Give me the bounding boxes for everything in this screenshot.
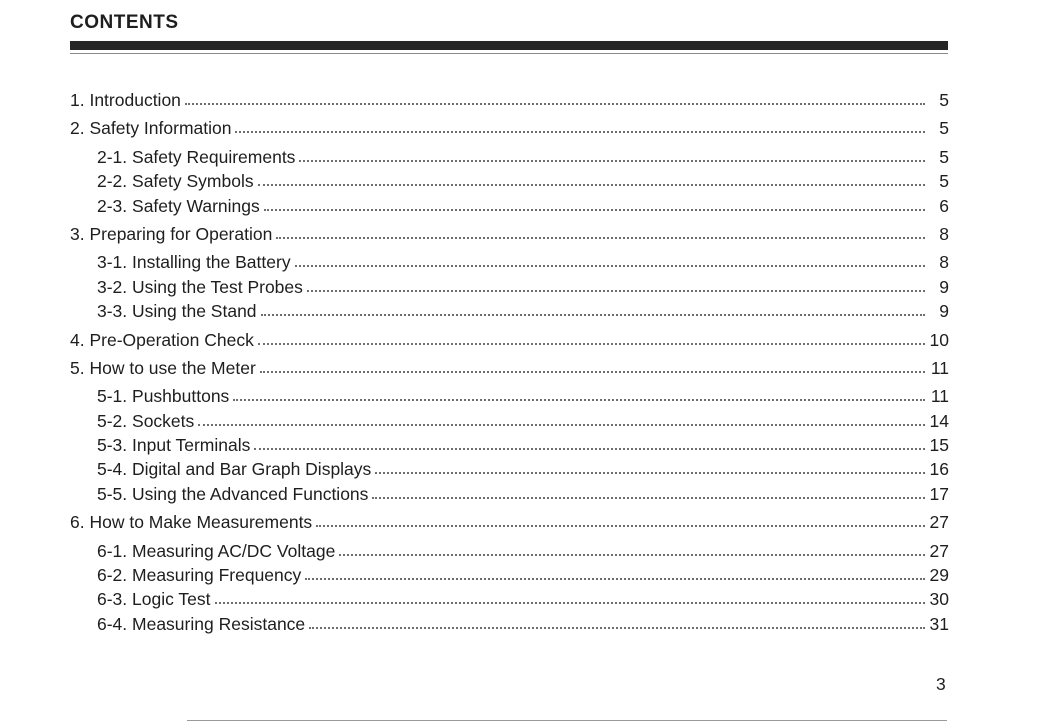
dot-leader [260,370,925,373]
dot-leader [316,524,925,527]
toc-entry-page: 11 [930,357,949,378]
toc-entry-title: 2-3. Safety Warnings [97,195,260,216]
toc-entry-page: 29 [929,565,949,586]
bottom-rule [187,720,947,721]
toc-entry-title: 5-2. Sockets [97,410,195,431]
toc-entry[interactable] [70,563,949,587]
dot-leader [299,159,925,162]
toc-entry[interactable] [70,433,949,457]
dot-leader [261,313,925,316]
dot-leader [198,423,925,426]
toc-entry[interactable] [70,194,949,218]
toc-entry-page: 5 [939,90,949,110]
toc-entry-page: 6 [939,195,949,216]
toc-entry-title: 2-1. Safety Requirements [97,146,296,167]
dot-leader [233,398,925,401]
toc-entry[interactable] [70,328,949,352]
toc-entry-page: 9 [939,276,949,297]
toc-entry-title: 5-1. Pushbuttons [97,386,230,407]
page-number: 3 [936,674,946,694]
toc-entry-title: 6-4. Measuring Resistance [97,613,306,634]
toc-entry-page: 14 [929,410,949,431]
toc-entry-title: 6-3. Logic Test [97,589,211,610]
toc-entry-page: 27 [929,512,949,533]
toc-entry-page: 5 [939,146,949,167]
toc-entry[interactable] [70,275,949,299]
toc-entry[interactable] [70,457,949,481]
dot-leader [258,183,925,186]
toc-entry-page: 31 [929,613,949,634]
toc-entry[interactable] [70,409,949,433]
toc-entry-page: 17 [929,483,949,504]
dot-leader [375,471,925,474]
toc-entry-page: 11 [930,386,949,407]
dot-leader [305,577,925,580]
dot-leader [372,496,925,499]
toc-entry-page: 16 [929,459,949,480]
toc-entry-page: 10 [929,329,949,350]
toc-entry[interactable] [70,539,949,563]
table-of-contents [70,88,949,636]
toc-entry-title: 6-2. Measuring Frequency [97,565,302,586]
toc-entry-title: 3. Preparing for Operation [70,223,273,244]
toc-entry[interactable] [70,169,949,193]
toc-entry[interactable] [70,482,949,506]
toc-entry-title: 5-3. Input Terminals [97,435,251,456]
toc-entry[interactable] [70,222,949,246]
toc-entry[interactable] [70,250,949,274]
toc-entry[interactable] [70,88,949,112]
toc-entry-page: 5 [939,118,949,139]
toc-entry-page: 9 [939,301,949,322]
toc-entry[interactable] [70,510,949,534]
toc-entry-title: 3-3. Using the Stand [97,301,257,322]
toc-entry-page: 27 [929,540,949,561]
toc-entry-title: 6. How to Make Measurements [70,512,313,533]
toc-entry-page: 8 [939,252,949,273]
dot-leader [276,236,925,239]
toc-entry-page: 15 [929,435,949,456]
toc-entry-page: 5 [939,171,949,192]
toc-entry[interactable] [70,587,949,611]
dot-leader [307,289,925,292]
toc-entry-title: 3-2. Using the Test Probes [97,276,303,297]
toc-entry-title: 6-1. Measuring AC/DC Voltage [97,540,336,561]
toc-entry[interactable] [70,384,949,408]
toc-entry[interactable] [70,356,949,380]
dot-leader [235,130,925,133]
toc-entry-title: 5. How to use the Meter [70,357,256,378]
toc-entry[interactable] [70,612,949,636]
dot-leader [295,264,925,267]
dot-leader [264,208,925,211]
toc-entry-title: 2. Safety Information [70,118,232,139]
toc-entry-title: 1. Introduction [70,90,181,110]
dot-leader [339,553,925,556]
dot-leader [185,102,925,105]
heading-rule-thick [70,41,948,50]
dot-leader [254,447,925,450]
toc-entry-page: 8 [939,223,949,244]
page-title: CONTENTS [70,12,179,33]
dot-leader [258,342,925,345]
toc-entry[interactable] [70,116,949,140]
toc-entry-page: 30 [929,589,949,610]
heading-rule-thin [70,53,948,54]
dot-leader [309,626,925,629]
dot-leader [215,601,926,604]
toc-entry-title: 3-1. Installing the Battery [97,252,291,273]
toc-entry-title: 5-5. Using the Advanced Functions [97,483,369,504]
toc-entry-title: 2-2. Safety Symbols [97,171,254,192]
toc-entry[interactable] [70,145,949,169]
toc-entry-title: 5-4. Digital and Bar Graph Displays [97,459,372,480]
toc-entry-title: 4. Pre-Operation Check [70,329,254,350]
toc-entry[interactable] [70,299,949,323]
